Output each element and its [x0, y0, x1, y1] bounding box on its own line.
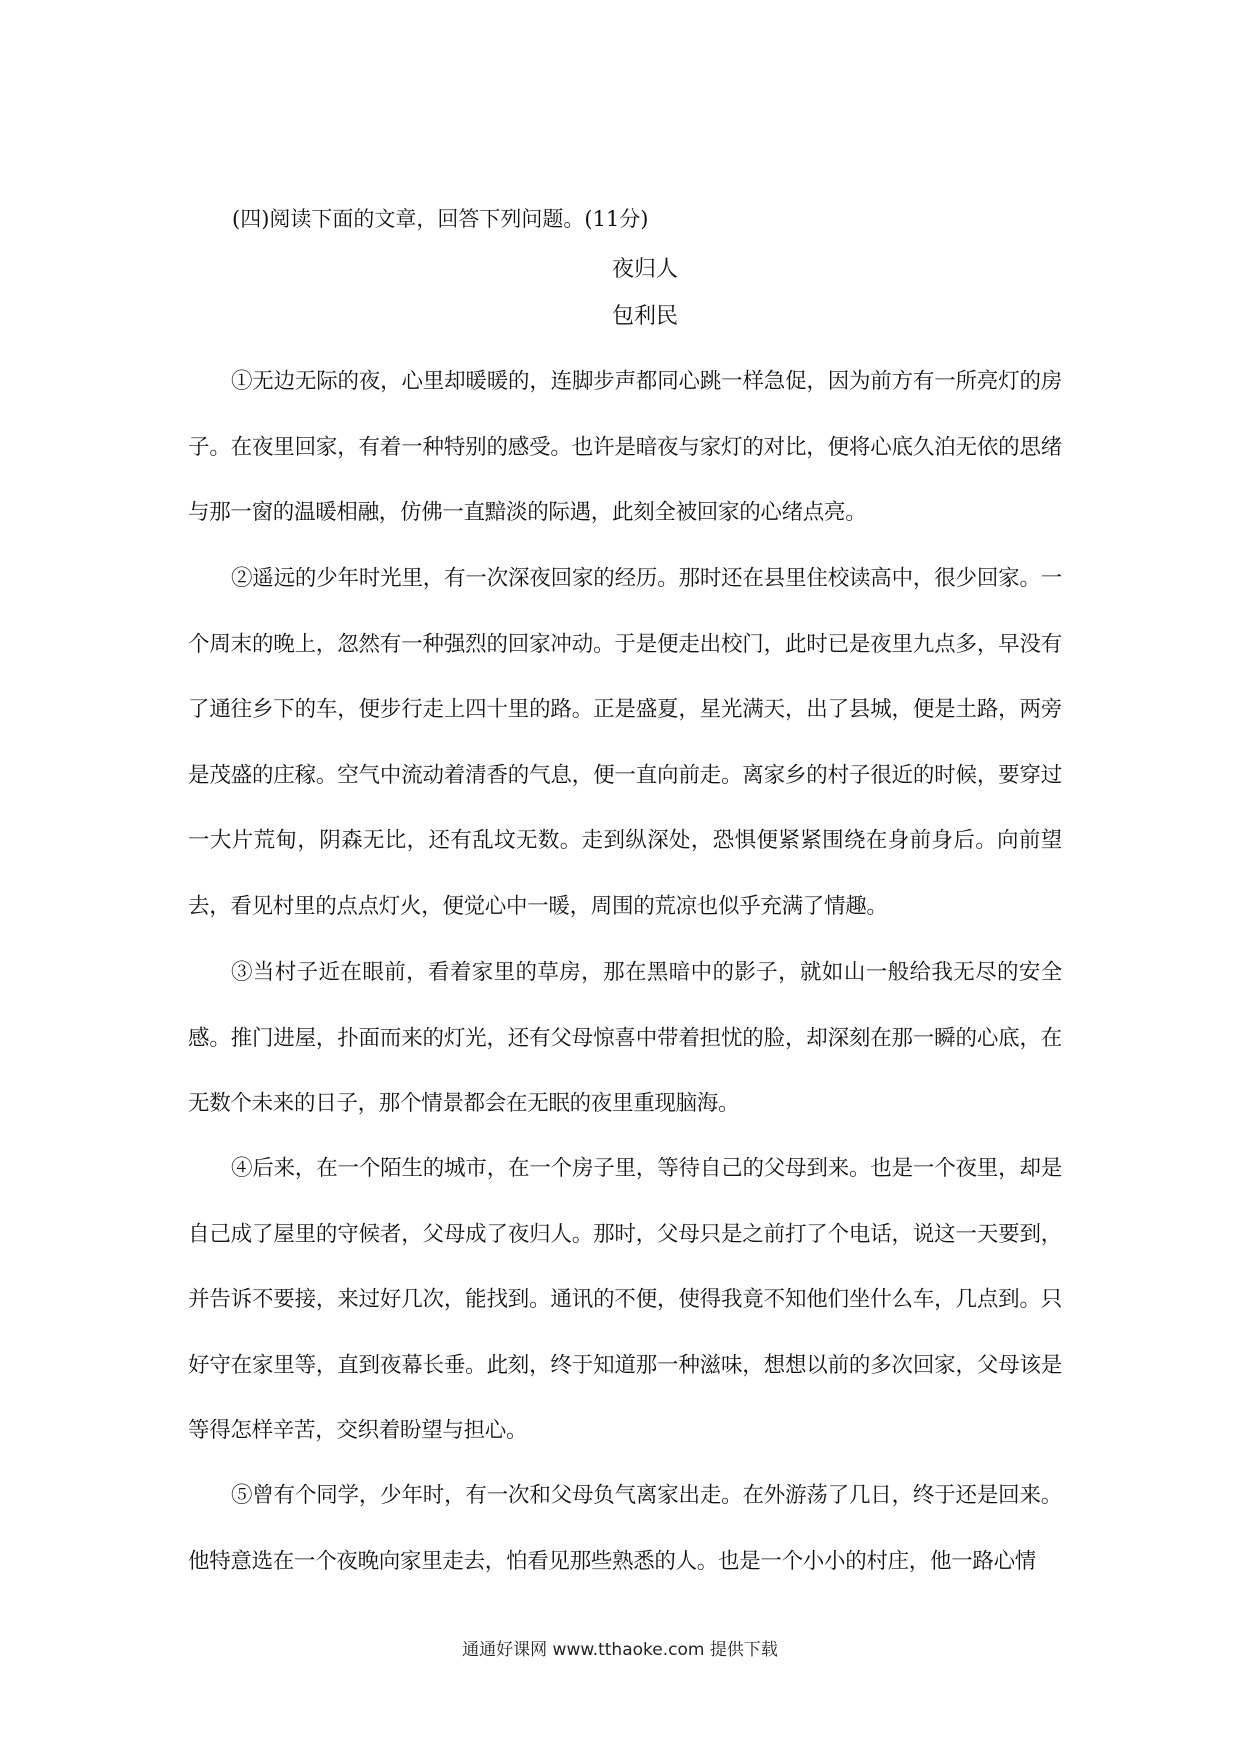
article-paragraph-4: ④后来，在一个陌生的城市，在一个房子里，等待自己的父母到来。也是一个夜里，却是自己成了屋里的守候者，父母成了夜归人。那时，父母只是之前打了个电话，说这一天要到，并告诉不要接，来过好几次，能找到。通讯的不便，使得我竟不知他们坐什么车，几点到。只好守在家里等，直到夜幕长垂。此刻，终于知道那一种滋味，想想以前的多次回家，父母该是等得怎样辛苦，交织着盼望与担心。 — [188, 1156, 1062, 1444]
article-paragraph-3: ③当村子近在眼前，看着家里的草房，那在黑暗中的影子，就如山一般给我无尽的安全感。推门进屋，扑面而来的灯光，还有父母惊喜中带着担忧的脸，却深刻在那一瞬的心底，在无数个未来的日子，那个情景都会在无眠的夜里重现脑海。 — [188, 960, 1062, 1117]
article-paragraph-1: ①无边无际的夜，心里却暖暖的，连脚步声都同心跳一样急促，因为前方有一所亮灯的房子。在夜里回家，有着一种特别的感受。也许是暗夜与家灯的对比，便将心底久泊无依的思绪与那一窗的温暖相融，仿佛一直黯淡的际遇，此刻全被回家的心绪点亮。 — [188, 369, 1062, 526]
article-paragraph-2: ②遥远的少年时光里，有一次深夜回家的经历。那时还在县里住校读高中，很少回家。一个周末的晚上，忽然有一种强烈的回家冲动。于是便走出校门，此时已是夜里九点多，早没有了通往乡下的车，便步行走上四十里的路。正是盛夏，星光满天，出了县城，便是土路，两旁是茂盛的庄稼。空气中流动着清香的气息，便一直向前走。离家乡的村子很近的时候，要穿过一大片荒甸，阴森无比，还有乱坟无数。走到纵深处，恐惧便紧紧围绕在身前身后。向前望去，看见村里的点点灯火，便觉心中一暖，周围的荒凉也似乎充满了情趣。 — [188, 566, 1062, 919]
page-footer: 通通好课网 www.tthaoke.com 提供下载 — [462, 1640, 778, 1660]
article-paragraph-5: ⑤曾有个同学，少年时，有一次和父母负气离家出走。在外游荡了几日，终于还是回来。他特意选在一个夜晚向家里走去，怕看见那些熟悉的人。也是一个小小的村庄，他一路心情 — [188, 1483, 1062, 1574]
article-author: 包利民 — [611, 304, 678, 329]
article-title: 夜归人 — [611, 257, 678, 282]
question-header: (四)阅读下面的文章，回答下列问题。(11分) — [232, 207, 649, 231]
